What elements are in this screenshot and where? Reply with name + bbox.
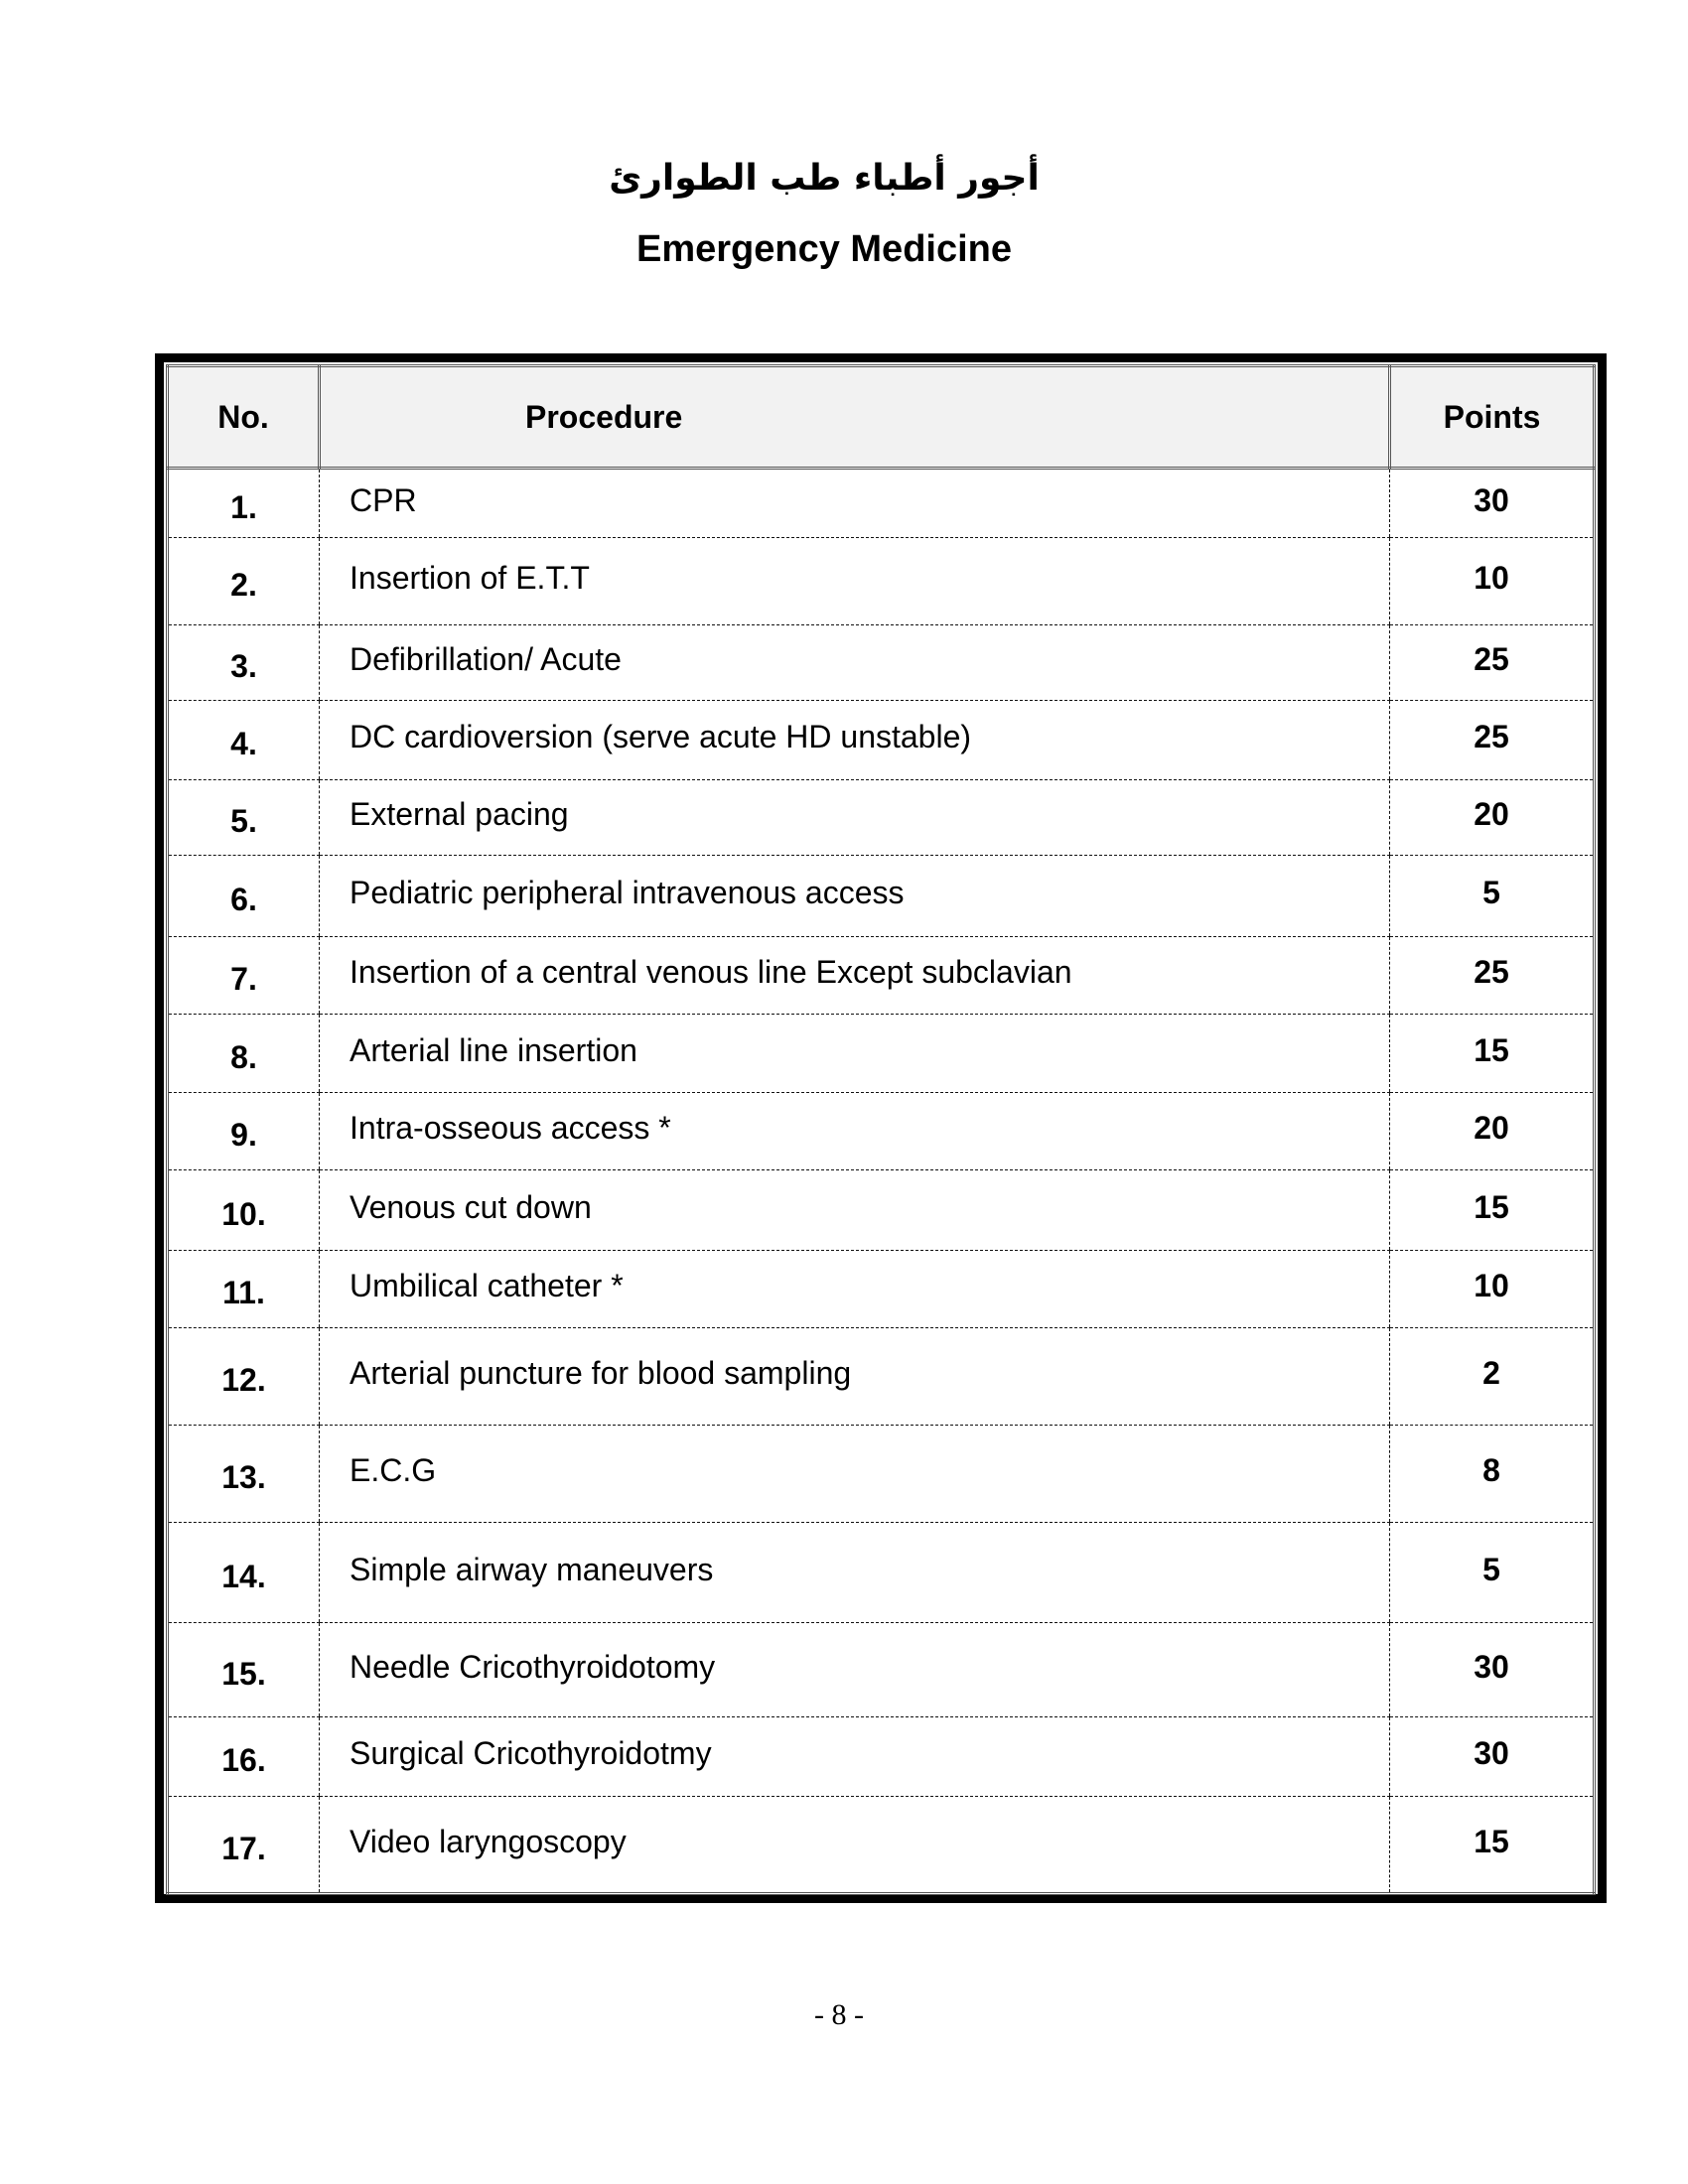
row-number: 16. <box>168 1717 320 1797</box>
procedure-points: 25 <box>1390 937 1595 1015</box>
procedure-table-container <box>164 362 1598 1894</box>
table-row <box>168 1623 1595 1717</box>
row-number: 9. <box>168 1093 320 1170</box>
procedure-points: 20 <box>1390 780 1595 856</box>
table-row <box>168 856 1595 937</box>
table-row <box>168 937 1595 1015</box>
procedure-name: Pediatric peripheral intravenous access <box>320 856 1390 937</box>
table-row <box>168 1251 1595 1328</box>
table-header-row <box>168 366 1595 469</box>
row-number: 12. <box>168 1328 320 1426</box>
table-row <box>168 1170 1595 1251</box>
table-row <box>168 1523 1595 1623</box>
procedure-name: CPR <box>320 469 1390 538</box>
procedure-name: Venous cut down <box>320 1170 1390 1251</box>
row-number: 10. <box>168 1170 320 1251</box>
procedure-points: 10 <box>1390 1251 1595 1328</box>
arabic-title: أجور أطباء طب الطوارئ <box>609 158 1040 199</box>
row-number: 1. <box>168 469 320 538</box>
table-row <box>168 1426 1595 1523</box>
row-number: 14. <box>168 1523 320 1623</box>
procedure-points: 30 <box>1390 469 1595 538</box>
procedure-points-table <box>166 364 1596 1895</box>
procedure-name: Insertion of a central venous line Except subclavian <box>320 937 1390 1015</box>
procedure-name: Surgical Cricothyroidotmy <box>320 1717 1390 1797</box>
column-header-procedure: Procedure <box>320 366 1390 469</box>
procedure-name: Intra-osseous access * <box>320 1093 1390 1170</box>
procedure-name: External pacing <box>320 780 1390 856</box>
page-number: - 8 - <box>814 1998 864 2031</box>
row-number: 3. <box>168 625 320 701</box>
procedure-points: 5 <box>1390 856 1595 937</box>
procedure-name: Insertion of E.T.T <box>320 538 1390 625</box>
row-number: 17. <box>221 1830 266 1866</box>
procedure-points: 15 <box>1390 1170 1595 1251</box>
row-number: 15. <box>168 1623 320 1717</box>
row-number: 5. <box>168 780 320 856</box>
procedure-name: Simple airway maneuvers <box>320 1523 1390 1623</box>
row-number: 6. <box>168 856 320 937</box>
procedure-points: 8 <box>1390 1426 1595 1523</box>
procedure-name: Defibrillation/ Acute <box>320 625 1390 701</box>
table-row <box>168 1797 1595 1894</box>
table-row <box>168 1015 1595 1093</box>
procedure-table-frame <box>155 353 1607 1903</box>
table-row <box>168 469 1595 538</box>
procedure-name: Umbilical catheter * <box>320 1251 1390 1328</box>
table-row <box>168 701 1595 780</box>
row-number: 7. <box>168 937 320 1015</box>
row-number: 2. <box>168 538 320 625</box>
table-row <box>168 1328 1595 1426</box>
procedure-points: 15 <box>1390 1015 1595 1093</box>
table-row <box>168 538 1595 625</box>
procedure-points: 25 <box>1390 625 1595 701</box>
procedure-points: 30 <box>1390 1623 1595 1717</box>
procedure-name: E.C.G <box>320 1426 1390 1523</box>
procedure-points: 30 <box>1390 1717 1595 1797</box>
page-title: Emergency Medicine <box>635 228 1013 270</box>
procedure-points: 5 <box>1390 1523 1595 1623</box>
column-header-points: Points <box>1390 366 1595 469</box>
procedure-name: Arterial line insertion <box>320 1015 1390 1093</box>
table-row <box>168 1093 1595 1170</box>
table-row <box>168 625 1595 701</box>
row-number: 13. <box>168 1426 320 1523</box>
row-number: 11. <box>168 1251 320 1328</box>
procedure-points: 15 <box>1390 1797 1595 1894</box>
procedure-name: Video laryngoscopy <box>320 1797 1390 1894</box>
procedure-points: 25 <box>1390 701 1595 780</box>
row-number: 4. <box>168 701 320 780</box>
procedure-points: 10 <box>1390 538 1595 625</box>
procedure-name: Needle Cricothyroidotomy <box>320 1623 1390 1717</box>
procedure-name: DC cardioversion (serve acute HD unstable) <box>320 701 1390 780</box>
column-header-no: No. <box>168 366 320 469</box>
row-number: 8. <box>168 1015 320 1093</box>
procedure-name: Arterial puncture for blood sampling <box>320 1328 1390 1426</box>
table-row <box>168 1717 1595 1797</box>
table-row <box>168 780 1595 856</box>
procedure-points: 2 <box>1390 1328 1595 1426</box>
procedure-points: 20 <box>1390 1093 1595 1170</box>
